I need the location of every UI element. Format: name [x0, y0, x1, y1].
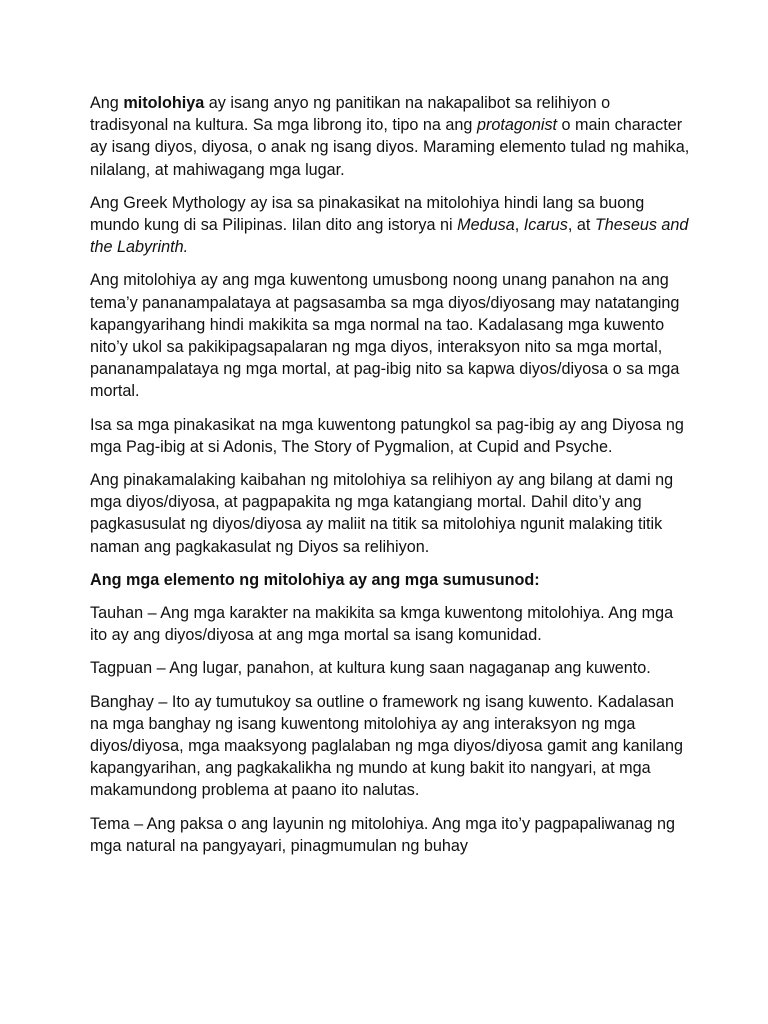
greek-pre: Ang Greek Mythology ay isa sa pinakasikat na mitolohiya hindi lang sa buong mundo kung di sa Pilipinas. Iilan dito ang istorya ni [90, 193, 645, 235]
greek-sep-1: , [514, 216, 524, 235]
intro-pre: Ang [90, 94, 124, 112]
paragraph-love-stories: Isa sa mga pinakasikat na mga kuwentong patungkol sa pag-ibig ay ang Diyosa ng mga Pag-ibig at si Adonis, The Story of Pygmalion, at Cupid and Psyche. [90, 415, 684, 456]
paragraph-difference: Ang pinakamalaking kaibahan ng mitolohiya sa relihiyon ay ang bilang at dami ng mga diyos/diyosa, at pagpapakita ng mga katangiang mortal. Dahil dito’y ang pagkasusulat ng diyos/diyosa ay maliit na titik sa mitolohiya ngunit malaking titik naman ang pagkakasulat ng Diyos sa relihiyon. [90, 471, 674, 556]
paragraph-intro [90, 92, 690, 181]
element-tagpuan: Tagpuan – Ang lugar, panahon, at kultura kung saan nagaganap ang kuwento. [90, 659, 651, 678]
paragraph-definition: Ang mitolohiya ay ang mga kuwentong umusbong noong unang panahon na ang tema’y pananampalataya at pagsasamba sa mga diyos/diyosang may natatanging kapangyarihang hindi makikita sa mga normal na tao. Kadalasang mga kuwento nito’y ukol sa pakikipagsapalaran ng mga diyos, interaksyon nito sa mga mortal, pananampalataya ng mga mortal, at pag-ibig nito sa kapwa diyos/diyosa o sa mga mortal. [90, 271, 680, 401]
term-mitolohiya: mitolohiya [123, 94, 205, 112]
element-banghay: Banghay – Ito ay tumutukoy sa outline o framework ng isang kuwento. Kadalasan na mga banghay ng isang kuwentong mitolohiya ay ang interaksyon ng mga diyos/diyosa, mga maaksyong paglalaban ng mga diyos/diyosa gamit ang kanilang kapangyarihan, ang pagkakalikha ng mundo at kung bakit ito nangyari, at mga makamundong problema at paano ito nalutas. [90, 692, 684, 800]
element-tauhan: Tauhan – Ang mga karakter na makikita sa kmga kuwentong mitolohiya. Ang mga ito ay ang diyos/diyosa at ang mga mortal sa isang komunidad. [90, 604, 674, 645]
greek-sep-2: , at [567, 216, 595, 235]
section-heading: Ang mga elemento ng mitolohiya ay ang mga sumusunod: [90, 570, 540, 589]
intro-mid: ay isang anyo ng panitikan na nakapalibot sa relihiyon o tradisyonal na kultura. Sa mga librong ito, tipo na ang [90, 94, 611, 135]
title-icarus: Icarus [523, 216, 568, 235]
title-theseus: Theseus and the Labyrinth. [90, 216, 689, 257]
element-tema: Tema – Ang paksa o ang layunin ng mitolohiya. Ang mga ito’y pagpapaliwanag ng mga natural na pangyayari, pinagmumulan ng buhay [90, 814, 675, 855]
paragraph-greek-mythology [90, 192, 690, 259]
document-page [90, 92, 690, 868]
title-medusa: Medusa [457, 216, 515, 235]
intro-post: o main character ay isang diyos, diyosa, o anak ng isang diyos. Maraming elemento tulad ng mahika, nilalang, at mahiwagang mga lugar. [90, 116, 690, 179]
term-protagonist: protagonist [476, 116, 558, 135]
